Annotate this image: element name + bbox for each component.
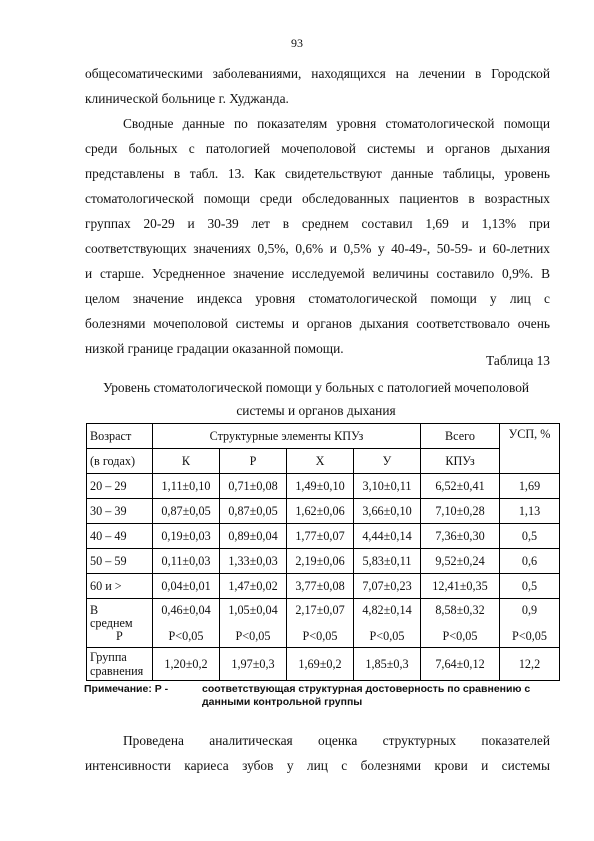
cell-u: 3,66±0,10 — [354, 499, 421, 524]
header-u: У — [354, 449, 421, 474]
text-line: и старше. Усредненное значение исследуемой величины составило 0,9%. В — [85, 266, 550, 281]
paragraph-intro — [85, 61, 550, 111]
cell-mean-usp — [500, 599, 560, 648]
header-structural-elements: Структурные элементы КПУз — [153, 424, 421, 449]
cell-r: 1,47±0,02 — [220, 574, 287, 599]
cell-mean-u — [354, 599, 421, 648]
table-caption — [60, 376, 572, 422]
cell-k: 0,04±0,01 — [153, 574, 220, 599]
table-row — [87, 499, 560, 524]
cell-usp: 0,5 — [500, 524, 560, 549]
cell-u: 4,44±0,14 — [354, 524, 421, 549]
mean-value: 0,9 — [521, 602, 538, 617]
text-line: группах 20-29 и 30-39 лет в среднем составил 1,69 и 1,13% при — [85, 216, 550, 231]
mean-p-value: Р<0,05 — [235, 628, 271, 643]
text-line: Проведена аналитическая оценка структурных показателей — [123, 733, 550, 748]
cell-age: 60 и > — [87, 574, 153, 599]
cell-total: 6,52±0,41 — [421, 474, 500, 499]
table-number: Таблица 13 — [486, 353, 550, 368]
table-caption-line: системы и органов дыхания — [236, 403, 396, 418]
cell-x: 1,62±0,06 — [287, 499, 354, 524]
cell-usp: 1,13 — [500, 499, 560, 524]
cell-x: 1,49±0,10 — [287, 474, 354, 499]
table-row — [87, 524, 560, 549]
text-line: представлены в табл. 13. Как свидетельствуют данные таблицы, уровень — [85, 166, 550, 181]
header-r: Р — [220, 449, 287, 474]
cell-usp: 1,69 — [500, 474, 560, 499]
text-line: болезнями мочеполовой системы и органов дыхания соответствовало очень — [85, 316, 550, 331]
cell-r: 0,71±0,08 — [220, 474, 287, 499]
page-number: 93 — [291, 36, 303, 50]
comparison-label-line: сравнения — [90, 664, 144, 678]
table-row — [87, 474, 560, 499]
mean-value: 1,05±0,04 — [228, 602, 278, 617]
cell-mean-k — [153, 599, 220, 648]
text-line: интенсивности кариеса зубов у лиц с болезнями крови и системы — [85, 758, 550, 773]
cell-u: 3,10±0,11 — [354, 474, 421, 499]
table-header-row — [87, 424, 560, 449]
table-row-comparison — [87, 648, 560, 681]
cell-age: 40 – 49 — [87, 524, 153, 549]
table-row — [87, 574, 560, 599]
cell-x: 2,19±0,06 — [287, 549, 354, 574]
text-line: целом значение индекса уровня стоматологической помощи у лиц с — [85, 291, 550, 306]
data-table — [86, 423, 560, 681]
table-row-mean — [87, 599, 560, 648]
table-row — [87, 549, 560, 574]
cell-comparison-label — [87, 648, 153, 681]
text-line: общесоматическими заболеваниями, находящихся на лечении в Городской — [85, 66, 550, 81]
cell-age: 20 – 29 — [87, 474, 153, 499]
cell-x: 1,69±0,2 — [287, 648, 354, 681]
cell-k: 0,19±0,03 — [153, 524, 220, 549]
cell-x: 1,77±0,07 — [287, 524, 354, 549]
header-k: К — [153, 449, 220, 474]
cell-x: 3,77±0,08 — [287, 574, 354, 599]
cell-k: 1,11±0,10 — [153, 474, 220, 499]
cell-u: 7,07±0,23 — [354, 574, 421, 599]
cell-usp: 0,5 — [500, 574, 560, 599]
table-caption-line: Уровень стоматологической помощи у больных с патологией мочеполовой — [102, 380, 530, 395]
mean-p-value: Р<0,05 — [512, 628, 547, 643]
cell-total: 7,64±0,12 — [421, 648, 500, 681]
text-line: среди больных с патологией мочеполовой системы и органов дыхания — [85, 141, 550, 156]
comparison-label-line: Группа — [90, 650, 127, 664]
cell-mean-r — [220, 599, 287, 648]
text-line: соответствующих значениях 0,5%, 0,6% и 0,5% у 40-49-, 50-59- и 60-летних — [85, 241, 550, 256]
text-line: стоматологической помощи среди обследованных пациентов в возрастных — [85, 191, 550, 206]
header-usp: УСП, % — [500, 424, 560, 474]
mean-value: 4,82±0,14 — [362, 602, 412, 617]
cell-usp: 12,2 — [500, 648, 560, 681]
cell-u: 1,85±0,3 — [354, 648, 421, 681]
mean-value: 0,46±0,04 — [161, 602, 211, 617]
cell-usp: 0,6 — [500, 549, 560, 574]
text-line: Сводные данные по показателям уровня стоматологической помощи — [123, 116, 550, 131]
note-text: соответствующая структурная достоверность по сравнению с данными контрольной группы — [202, 683, 531, 708]
text-line: низкой границе градации оказанной помощи. — [85, 341, 344, 356]
note-label: Примечание: Р - — [84, 683, 169, 695]
cell-k: 1,20±0,2 — [153, 648, 220, 681]
cell-mean-x — [287, 599, 354, 648]
mean-p-value: Р<0,05 — [369, 628, 405, 643]
header-total: Всего — [421, 424, 500, 449]
cell-age: 50 – 59 — [87, 549, 153, 574]
cell-mean-label — [87, 599, 153, 648]
cell-mean-total — [421, 599, 500, 648]
mean-label-p: Р — [116, 628, 123, 643]
cell-k: 0,87±0,05 — [153, 499, 220, 524]
cell-r: 1,33±0,03 — [220, 549, 287, 574]
header-age: Возраст — [87, 424, 153, 449]
paragraph-analysis — [85, 728, 550, 778]
cell-k: 0,11±0,03 — [153, 549, 220, 574]
cell-r: 1,97±0,3 — [220, 648, 287, 681]
paragraph-summary — [85, 111, 550, 361]
mean-value: 8,58±0,32 — [435, 602, 485, 617]
cell-total: 12,41±0,35 — [421, 574, 500, 599]
cell-age: 30 – 39 — [87, 499, 153, 524]
mean-value: 2,17±0,07 — [295, 602, 345, 617]
header-total-unit: КПУз — [421, 449, 500, 474]
cell-total: 7,36±0,30 — [421, 524, 500, 549]
cell-u: 5,83±0,11 — [354, 549, 421, 574]
cell-r: 0,89±0,04 — [220, 524, 287, 549]
header-x: Х — [287, 449, 354, 474]
mean-label-line: В — [90, 602, 99, 617]
cell-total: 9,52±0,24 — [421, 549, 500, 574]
mean-p-value: Р<0,05 — [302, 628, 338, 643]
mean-p-value: Р<0,05 — [168, 628, 204, 643]
header-age-unit: (в годах) — [87, 449, 153, 474]
table-subheader-row — [87, 449, 560, 474]
mean-label-line: среднем — [90, 615, 133, 630]
cell-total: 7,10±0,28 — [421, 499, 500, 524]
cell-r: 0,87±0,05 — [220, 499, 287, 524]
text-line: клинической больнице г. Худжанда. — [85, 91, 289, 106]
mean-p-value: Р<0,05 — [442, 628, 478, 643]
